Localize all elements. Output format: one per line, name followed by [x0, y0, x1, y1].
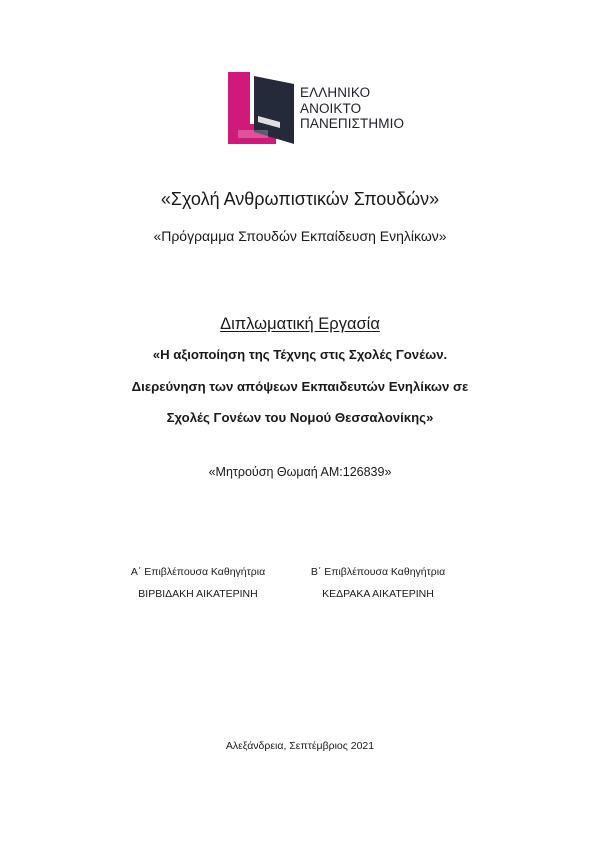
- logo-line-3: ΠΑΝΕΠΙΣΤΗΜΙΟ: [300, 116, 405, 131]
- second-supervisor-name: ΚΕΔΡΑΚΑ ΑΙΚΑΤΕΡΙΝΗ: [322, 588, 434, 600]
- program-name: «Πρόγραμμα Σπουδών Εκπαίδευση Ενηλίκων»: [153, 228, 447, 244]
- logo-wordmark: [300, 85, 404, 132]
- logo-line-2: ΑΝΟΙΚΤΟ: [300, 100, 362, 116]
- logo-line-1: ΕΛΛΗΝΙΚΟ: [300, 85, 371, 100]
- thesis-label: Διπλωματική Εργασία: [220, 315, 380, 333]
- author-name: «Μητρούση Θωμαή ΑΜ:126839»: [208, 465, 392, 479]
- logo-emblem-icon: [228, 72, 298, 146]
- first-supervisor-role: Α΄ Επιβλέπουσα Καθηγήτρια: [130, 566, 266, 578]
- school-name: «Σχολή Ανθρωπιστικών Σπουδών»: [160, 189, 440, 209]
- first-supervisor-name: ΒΙΡΒΙΔΑΚΗ ΑΙΚΑΤΕΡΙΝΗ: [138, 588, 258, 600]
- place-and-date: Αλεξάνδρεια, Σεπτέμβριος 2021: [225, 740, 375, 752]
- second-supervisor-role: Β΄ Επιβλέπουσα Καθηγήτρια: [310, 566, 446, 578]
- thesis-title-line-2: Διερεύνηση των απόψεων Εκπαιδευτών Ενηλίκων σε: [131, 379, 469, 394]
- university-logo: [228, 72, 428, 146]
- thesis-title-line-3: Σχολές Γονέων του Νομού Θεσσαλονίκης»: [166, 410, 434, 425]
- thesis-title-line-1: «Η αξιοποίηση της Τέχνης στις Σχολές Γονέων.: [152, 347, 448, 362]
